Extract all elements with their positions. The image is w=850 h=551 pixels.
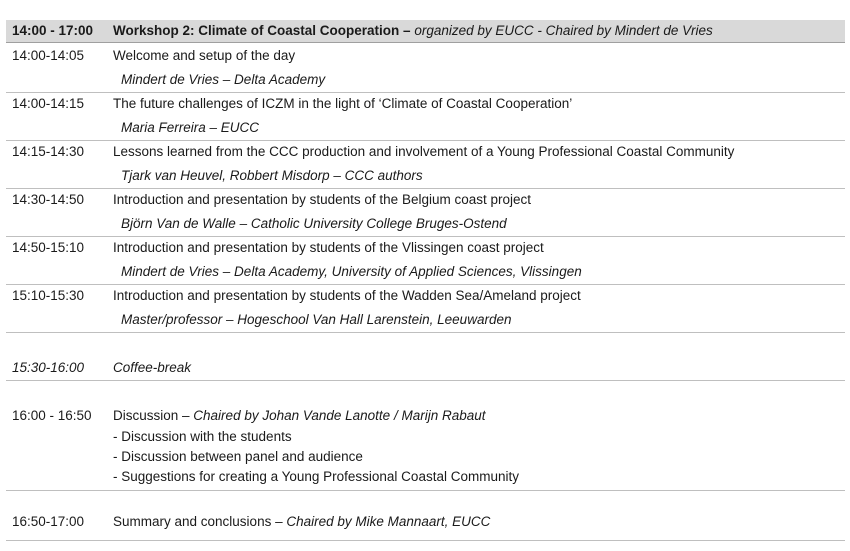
row-divider xyxy=(6,188,845,189)
coffee-time: 15:30-16:00 xyxy=(12,360,85,375)
session-title: Introduction and presentation by students of the Belgium coast project xyxy=(113,192,532,207)
discussion-time: 16:00 - 16:50 xyxy=(12,408,92,423)
summary-title: Summary and conclusions – xyxy=(113,514,283,529)
summary-title-line xyxy=(113,514,490,529)
row-divider xyxy=(6,284,845,285)
coffee-title: Coffee-break xyxy=(113,360,192,375)
summary-chair: Chaired by Mike Mannaart, EUCC xyxy=(286,514,491,529)
session-speaker: Mindert de Vries – Delta Academy xyxy=(121,72,326,87)
discussion-title-line xyxy=(113,408,486,423)
session-title: Lessons learned from the CCC production and involvement of a Young Professional Coastal Community xyxy=(113,144,735,159)
session-speaker: Maria Ferreira – EUCC xyxy=(121,120,260,135)
discussion-item: - Suggestions for creating a Young Professional Coastal Community xyxy=(113,469,519,484)
discussion-item: - Discussion between panel and audience xyxy=(113,449,363,464)
session-speaker: Master/professor – Hogeschool Van Hall Larenstein, Leeuwarden xyxy=(121,312,512,327)
workshop-title: Workshop 2: Climate of Coastal Cooperation – xyxy=(113,23,411,38)
session-time: 15:10-15:30 xyxy=(12,288,85,303)
session-speaker: Tjark van Heuvel, Robbert Misdorp – CCC authors xyxy=(121,168,423,183)
session-time: 14:30-14:50 xyxy=(12,192,85,207)
session-title: The future challenges of ICZM in the light of ‘Climate of Coastal Cooperation’ xyxy=(113,96,573,111)
session-title: Introduction and presentation by students of the Wadden Sea/Ameland project xyxy=(113,288,581,303)
session-title: Welcome and setup of the day xyxy=(113,48,296,63)
session-time: 14:00-14:15 xyxy=(12,96,85,111)
workshop-header xyxy=(6,20,845,43)
row-divider xyxy=(6,490,845,491)
row-divider xyxy=(6,92,845,93)
row-divider xyxy=(6,540,845,541)
workshop-time: 14:00 - 17:00 xyxy=(12,23,94,38)
session-time: 14:15-14:30 xyxy=(12,144,85,159)
workshop-title-line xyxy=(113,23,713,38)
discussion-chair: Chaired by Johan Vande Lanotte / Marijn Rabaut xyxy=(193,408,486,423)
summary-time: 16:50-17:00 xyxy=(12,514,85,529)
session-title: Introduction and presentation by students of the Vlissingen coast project xyxy=(113,240,544,255)
discussion-item: - Discussion with the students xyxy=(113,429,292,444)
session-speaker: Björn Van de Walle – Catholic University College Bruges-Ostend xyxy=(121,216,507,231)
row-divider xyxy=(6,140,845,141)
row-divider xyxy=(6,332,845,333)
row-divider xyxy=(6,236,845,237)
session-time: 14:00-14:05 xyxy=(12,48,85,63)
session-time: 14:50-15:10 xyxy=(12,240,85,255)
discussion-title: Discussion – xyxy=(113,408,190,423)
row-divider xyxy=(6,380,845,381)
session-speaker: Mindert de Vries – Delta Academy, University of Applied Sciences, Vlissingen xyxy=(121,264,582,279)
workshop-organizer: organized by EUCC - Chaired by Mindert de Vries xyxy=(414,23,713,38)
